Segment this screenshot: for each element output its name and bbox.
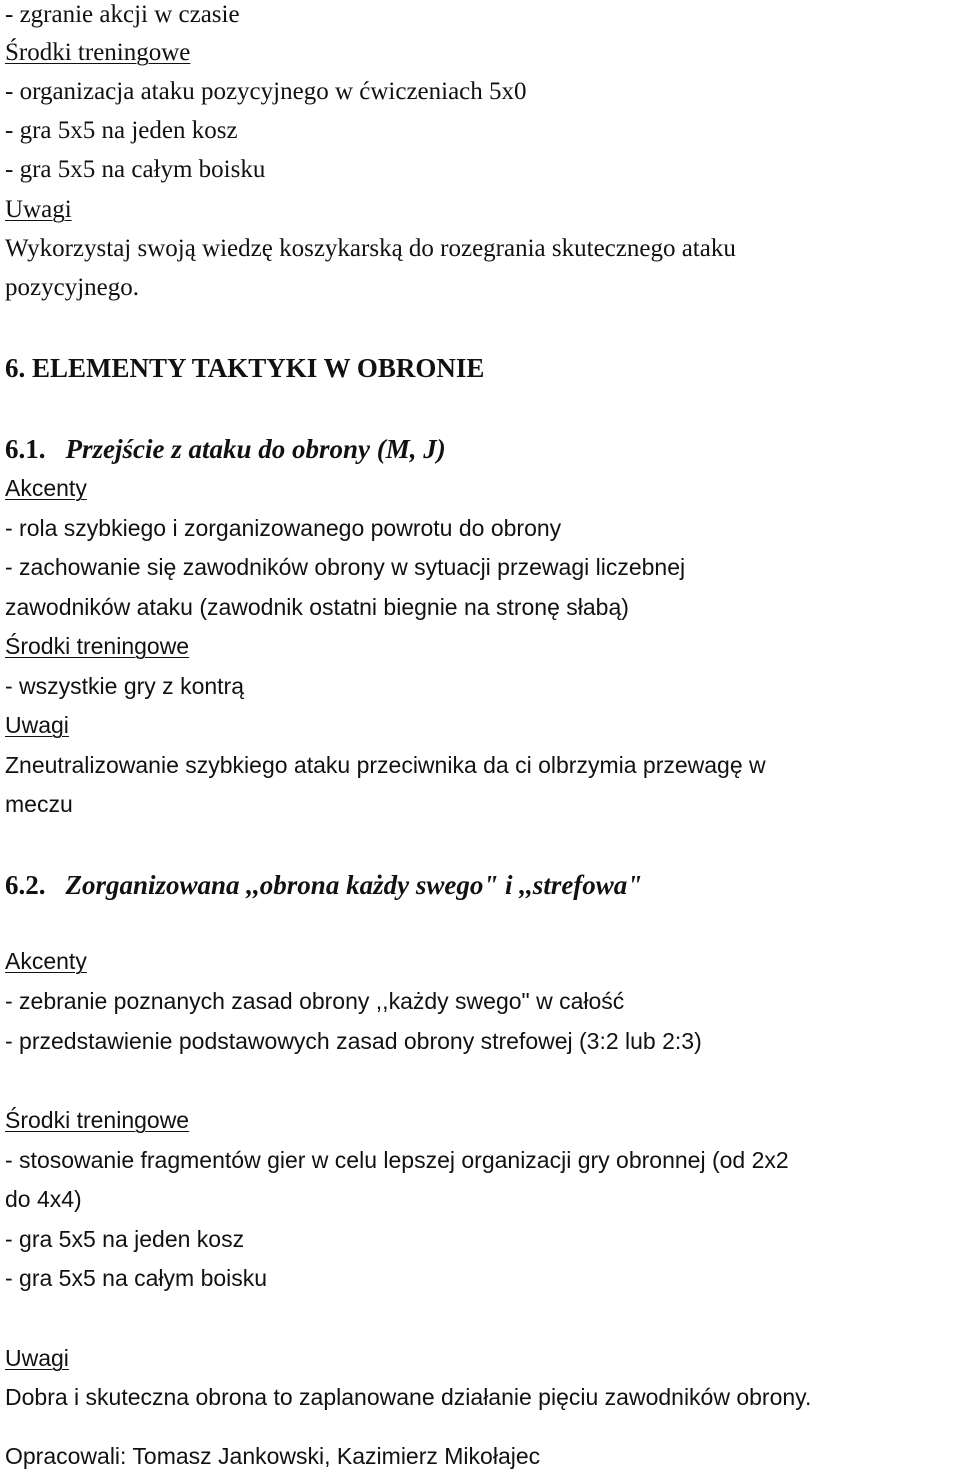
paragraph-text: do 4x4) xyxy=(5,1186,82,1212)
subheading-uwagi: Uwagi xyxy=(5,1345,69,1371)
paragraph-text: Zneutralizowanie szybkiego ataku przeciwnika da ci olbrzymia przewagę w xyxy=(5,752,766,778)
subheading-akcenty: Akcenty xyxy=(5,948,87,974)
section-title: Przejście z ataku do obrony (M, J) xyxy=(65,434,446,464)
bullet-text: - gra 5x5 na całym boisku xyxy=(5,1265,268,1291)
bullet-text: - wszystkie gry z kontrą xyxy=(5,673,244,699)
subheading-srodki-treningowe: Środki treningowe xyxy=(5,633,190,659)
section-heading-6-2 xyxy=(5,870,642,900)
paragraph-text: zawodników ataku (zawodnik ostatni biegnie na stronę słabą) xyxy=(5,594,629,620)
authors-credit: Opracowali: Tomasz Jankowski, Kazimierz Mikołajec xyxy=(5,1443,541,1469)
bullet-text: - gra 5x5 na jeden kosz xyxy=(5,1226,245,1252)
section-heading-6-1 xyxy=(5,434,446,464)
subheading-srodki-treningowe: Środki treningowe xyxy=(5,1107,190,1133)
subheading-srodki-treningowe: Środki treningowe xyxy=(5,39,191,66)
bullet-text: - zgranie akcji w czasie xyxy=(5,1,240,28)
paragraph-text: Wykorzystaj swoją wiedzę koszykarską do rozegrania skutecznego ataku xyxy=(5,235,736,262)
paragraph-text: meczu xyxy=(5,791,73,817)
bullet-text: - stosowanie fragmentów gier w celu lepszej organizacji gry obronnej (od 2x2 xyxy=(5,1147,789,1173)
section-heading-6: 6. ELEMENTY TAKTYKI W OBRONIE xyxy=(5,353,485,383)
subheading-uwagi: Uwagi xyxy=(5,196,72,223)
bullet-text: - rola szybkiego i zorganizowanego powrotu do obrony xyxy=(5,515,562,541)
bullet-text: - przedstawienie podstawowych zasad obrony strefowej (3:2 lub 2:3) xyxy=(5,1028,702,1054)
bullet-text: - gra 5x5 na jeden kosz xyxy=(5,117,238,144)
bullet-text: - gra 5x5 na całym boisku xyxy=(5,156,266,183)
subheading-uwagi: Uwagi xyxy=(5,712,69,738)
section-title: Zorganizowana ,,obrona każdy swego" i ,,strefowa" xyxy=(65,870,643,900)
paragraph-text: Dobra i skuteczna obrona to zaplanowane działanie pięciu zawodników obrony. xyxy=(5,1384,812,1410)
section-number: 6.2. xyxy=(5,870,46,900)
bullet-text: - zebranie poznanych zasad obrony ,,każdy swego" w całość xyxy=(5,988,625,1014)
paragraph-text: pozycyjnego. xyxy=(5,274,139,301)
bullet-text: - organizacja ataku pozycyjnego w ćwiczeniach 5x0 xyxy=(5,78,527,105)
bullet-text: - zachowanie się zawodników obrony w sytuacji przewagi liczebnej xyxy=(5,554,686,580)
section-number: 6.1. xyxy=(5,434,46,464)
subheading-akcenty: Akcenty xyxy=(5,475,87,501)
